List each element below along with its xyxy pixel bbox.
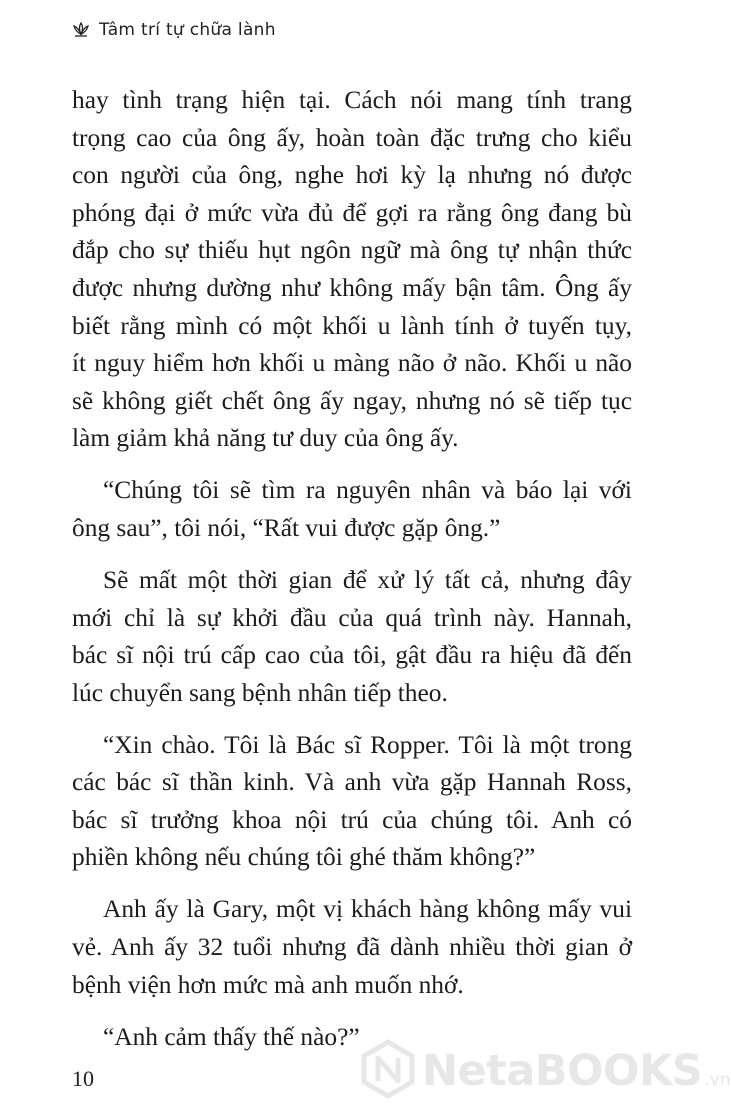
text-line: bác sĩ trưởng khoa nội trú của chúng tôi. Anh có [72,805,632,834]
text-line: đắp cho sự thiếu hụt ngôn ngữ mà ông tự nhận thức [72,236,632,265]
netabooks-logo-icon [360,1039,416,1103]
text-line: các bác sĩ thần kinh. Và anh vừa gặp Hannah Ross, [72,768,632,797]
text-line: được nhưng dường như không mấy bận tâm. Ông ấy [72,273,632,302]
text-line: mới chỉ là sự khởi đầu của quá trình này. Hannah, [72,603,632,632]
watermark-suffix: .vn [704,1070,731,1090]
body-text [72,82,632,1056]
running-header-title: Tâm trí tự chữa lành [99,20,276,40]
paragraph [72,82,632,458]
text-line: Sẽ mất một thời gian để xử lý tất cả, nhưng đây [103,565,632,594]
text-line: con người của ông, nghe hơi kỳ lạ nhưng nó được [72,161,632,190]
text-line: trọng cao của ông ấy, hoàn toàn đặc trưng cho kiểu [72,123,632,152]
text-line: phiền không nếu chúng tôi ghé thăm không?” [72,843,536,872]
watermark [360,1040,731,1102]
text-line: lúc chuyển sang bệnh nhân tiếp theo. [72,678,448,707]
text-line: “Xin chào. Tôi là Bác sĩ Ropper. Tôi là một trong [103,730,632,759]
text-line: biết rằng mình có một khối u lành tính ở tuyến tụy, [72,311,632,340]
text-line: bác sĩ nội trú cấp cao của tôi, gật đầu ra hiệu đã đến [72,641,632,670]
text-line: làm giảm khả năng tư duy của ông ấy. [72,424,459,453]
text-line: Anh ấy là Gary, một vị khách hàng không mấy vui [103,895,632,924]
text-line: phóng đại ở mức vừa đủ để gợi ra rằng ông đang bù [72,198,632,227]
watermark-text: NetaBOOKS [422,1046,703,1096]
paragraph [72,562,632,712]
paragraph [72,727,632,877]
page-number: 10 [72,1066,94,1091]
text-line: “Anh cảm thấy thế nào?” [103,1022,360,1051]
text-line: vẻ. Anh ấy 32 tuổi nhưng đã dành nhiều thời gian ở [72,933,632,962]
text-line: ít nguy hiểm hơn khối u màng não ở não. Khối u não [72,349,632,378]
text-line: ông sau”, tôi nói, “Rất vui được gặp ông.” [72,513,501,542]
lotus-icon [72,22,90,38]
paragraph [72,472,632,547]
running-header [72,20,276,40]
text-line: sẽ không giết chết ông ấy ngay, nhưng nó sẽ tiếp tục [72,386,632,415]
text-line: hay tình trạng hiện tại. Cách nói mang tính trang [72,86,632,114]
paragraph [72,891,632,1004]
text-line: “Chúng tôi sẽ tìm ra nguyên nhân và báo lại với [103,476,632,505]
text-line: bệnh viện hơn mức mà anh muốn nhớ. [72,970,464,999]
